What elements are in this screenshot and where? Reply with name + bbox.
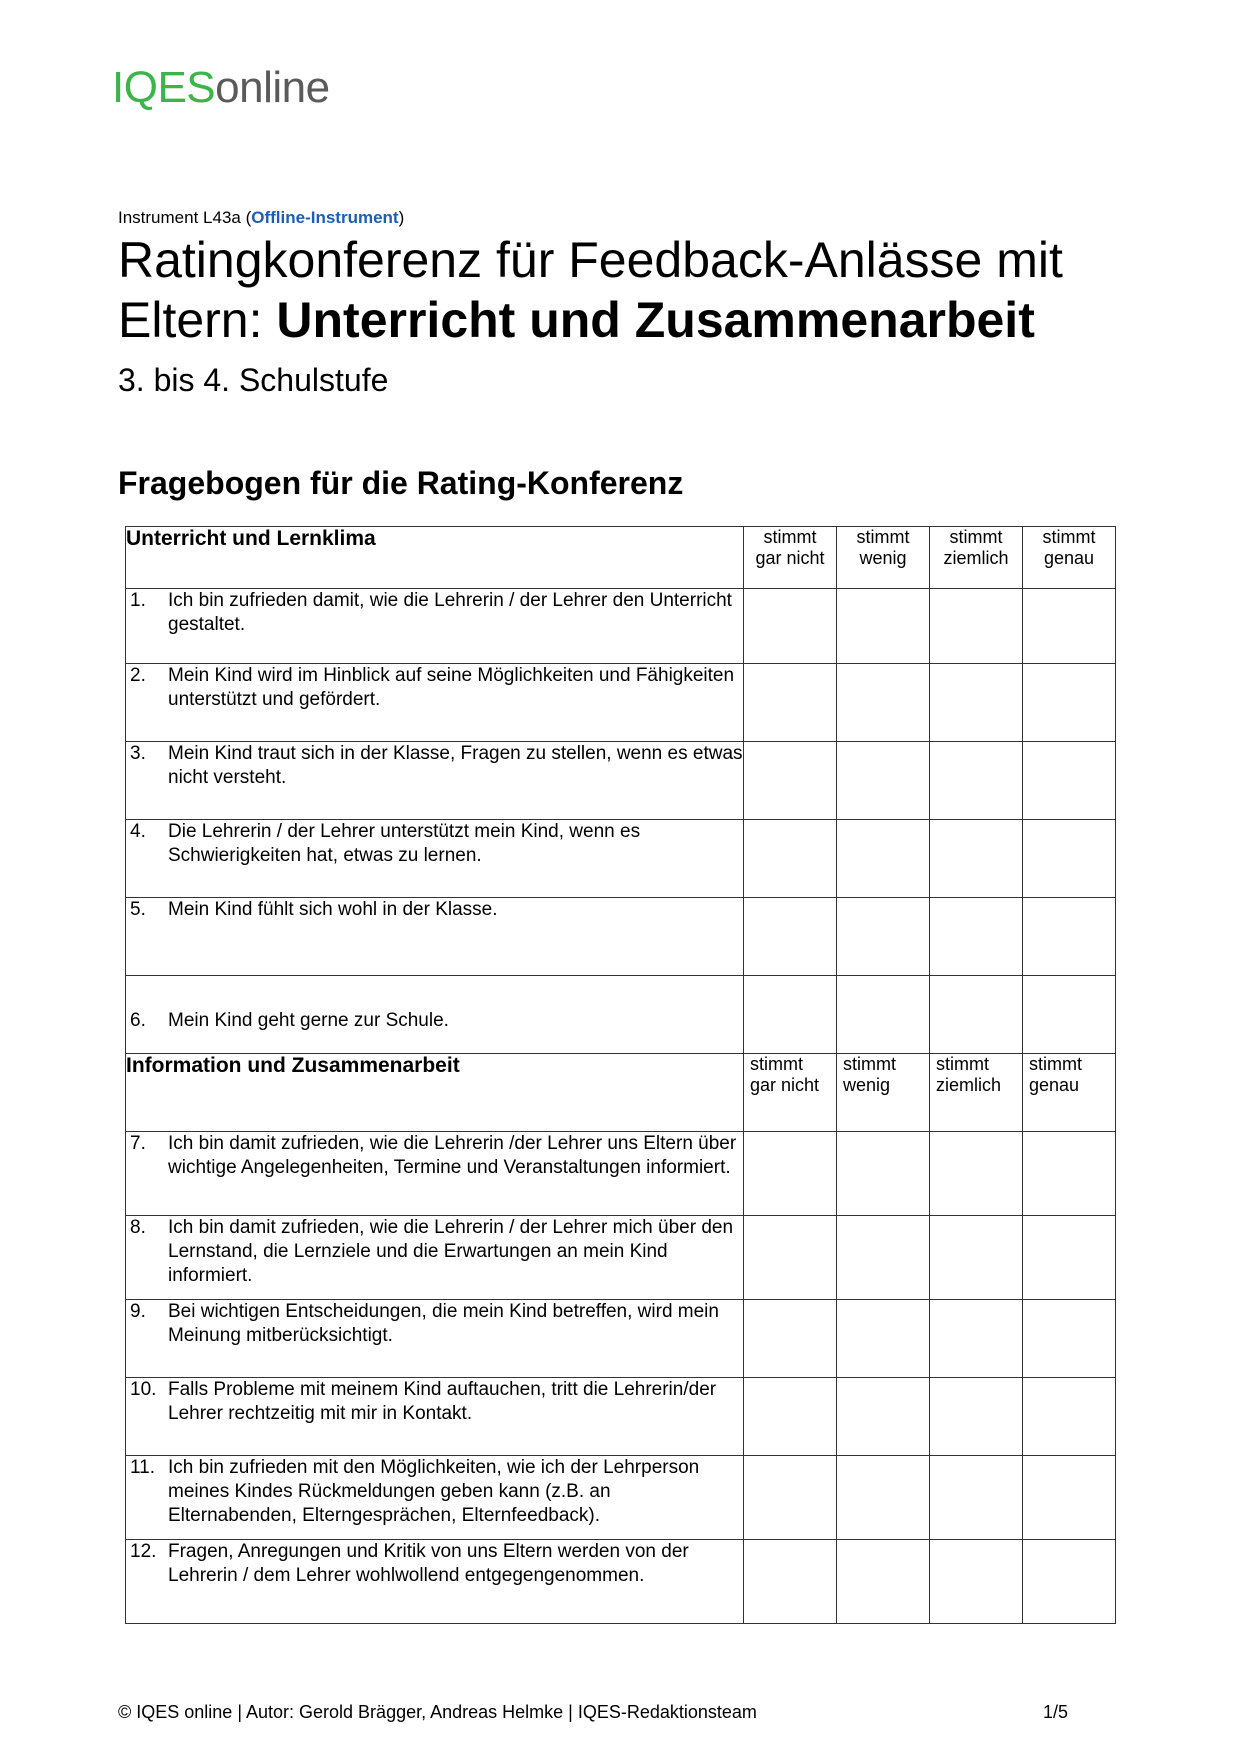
iqes-logo [112,63,330,112]
rating-cell[interactable] [837,664,930,742]
scale-line1: stimmt [750,1054,803,1074]
question-row [126,589,1116,664]
scale-line2: genau [1029,1075,1080,1095]
rating-cell[interactable] [744,820,837,898]
rating-cell[interactable] [930,1132,1023,1216]
rating-table [125,526,1116,1624]
question-cell [126,820,744,898]
question-number: 1. [130,590,146,611]
scale-line1: stimmt [856,527,910,547]
scale-line1: stimmt [1029,1054,1082,1074]
rating-cell[interactable] [744,1378,837,1456]
scale-line2: gar nicht [750,1075,820,1095]
rating-cell[interactable] [930,820,1023,898]
question-text: Mein Kind fühlt sich wohl in der Klasse. [168,899,498,920]
question-row [126,976,1116,1054]
question-cell [126,1378,744,1456]
rating-cell[interactable] [744,1456,837,1540]
instrument-label [118,208,404,228]
question-row [126,664,1116,742]
question-row [126,742,1116,820]
question-row [126,820,1116,898]
question-number: 3. [130,743,146,764]
question-cell [126,1216,744,1300]
rating-cell[interactable] [837,1456,930,1540]
question-number: 9. [130,1301,146,1322]
scale-header [837,1054,930,1132]
scale-line2: ziemlich [936,1075,1002,1095]
question-cell [126,1132,744,1216]
footer-credits: © IQES online | Autor: Gerold Brägger, Andreas Helmke | IQES-Redaktionsteam [118,1702,757,1722]
scale-line2: genau [1043,548,1095,568]
page-footer [118,1702,1068,1723]
rating-cell[interactable] [744,1132,837,1216]
rating-cell[interactable] [1023,976,1116,1054]
rating-cell[interactable] [837,898,930,976]
rating-cell[interactable] [930,1456,1023,1540]
question-row [126,1132,1116,1216]
question-text: Mein Kind geht gerne zur Schule. [168,1010,449,1031]
scale-line1: stimmt [936,1054,989,1074]
rating-cell[interactable] [1023,1216,1116,1300]
rating-cell[interactable] [1023,1456,1116,1540]
question-text: Fragen, Anregungen und Kritik von uns Eltern werden von der Lehrerin / dem Lehrer wohlwollend entgegengenommen. [168,1541,689,1586]
rating-cell[interactable] [837,1378,930,1456]
rating-cell[interactable] [1023,589,1116,664]
scale-header [1023,527,1116,589]
rating-cell[interactable] [837,1216,930,1300]
logo-iqes: IQES [112,63,216,112]
question-row [126,1540,1116,1624]
rating-cell[interactable] [1023,820,1116,898]
document-subtitle: 3. bis 4. Schulstufe [118,362,389,398]
question-number: 10. [130,1379,157,1400]
rating-cell[interactable] [744,1540,837,1624]
question-number: 11. [130,1457,156,1478]
offline-instrument-link[interactable]: Offline-Instrument [251,208,399,227]
question-number: 4. [130,821,146,842]
scale-header [744,1054,837,1132]
question-text: Falls Probleme mit meinem Kind auftauchen, tritt die Lehrerin/der Lehrer rechtzeitig mit mir in Kontakt. [168,1379,717,1424]
rating-cell[interactable] [744,976,837,1054]
rating-cell[interactable] [1023,1378,1116,1456]
section-heading: Fragebogen für die Rating-Konferenz [118,465,684,501]
rating-cell[interactable] [744,1300,837,1378]
rating-cell[interactable] [930,664,1023,742]
document-title [118,230,1118,350]
page-number: 1/5 [1042,1702,1068,1722]
scale-line1: stimmt [843,1054,896,1074]
rating-cell[interactable] [1023,1540,1116,1624]
title-line2-bold: Unterricht und Zusammenarbeit [276,292,1035,348]
logo-online: online [215,63,330,112]
scale-line2: wenig [843,1075,891,1095]
scale-line2: ziemlich [943,548,1009,568]
question-row [126,898,1116,976]
rating-cell[interactable] [1023,898,1116,976]
scale-line1: stimmt [763,527,817,547]
rating-cell[interactable] [744,898,837,976]
question-row [126,1378,1116,1456]
question-number: 5. [130,899,146,920]
question-cell [126,1300,744,1378]
instrument-suffix: ) [398,208,405,227]
question-cell [126,589,744,664]
rating-cell[interactable] [930,1540,1023,1624]
rating-cell[interactable] [930,589,1023,664]
question-text: Mein Kind wird im Hinblick auf seine Möglichkeiten und Fähigkeiten unterstützt und gefördert. [168,665,735,710]
question-text: Ich bin damit zufrieden, wie die Lehrerin /der Lehrer uns Eltern über wichtige Angelegenheiten, Termine und Veranstaltungen informiert. [168,1133,737,1178]
group-header-row [126,527,1116,589]
instrument-prefix: Instrument L43a ( [118,208,252,227]
rating-cell[interactable] [930,1216,1023,1300]
group-heading: Unterricht und Lernklima [126,527,744,589]
question-number: 8. [130,1217,146,1238]
rating-cell[interactable] [837,1300,930,1378]
rating-cell[interactable] [1023,742,1116,820]
rating-cell[interactable] [1023,1300,1116,1378]
question-cell [126,664,744,742]
question-row [126,1300,1116,1378]
question-cell [126,976,744,1054]
scale-header [930,1054,1023,1132]
question-cell [126,1540,744,1624]
scale-header [930,527,1023,589]
rating-cell[interactable] [744,1216,837,1300]
question-number: 2. [130,665,146,686]
scale-header [744,527,837,589]
rating-cell[interactable] [837,1132,930,1216]
rating-cell[interactable] [930,898,1023,976]
rating-cell[interactable] [837,976,930,1054]
question-text: Ich bin damit zufrieden, wie die Lehrerin / der Lehrer mich über den Lernstand, die Lernziele und die Erwartungen an mein Kind informiert. [168,1217,734,1286]
scale-line2: gar nicht [755,548,825,568]
question-cell [126,898,744,976]
rating-cell[interactable] [837,742,930,820]
rating-cell[interactable] [837,589,930,664]
rating-cell[interactable] [837,1540,930,1624]
question-row [126,1456,1116,1540]
title-line2-normal: Eltern: [118,292,277,348]
question-number: 6. [130,1010,146,1031]
rating-cell[interactable] [930,1378,1023,1456]
rating-cell[interactable] [837,820,930,898]
scale-line1: stimmt [949,527,1003,547]
question-row [126,1216,1116,1300]
question-number: 12. [130,1541,157,1562]
question-cell [126,742,744,820]
rating-cell[interactable] [1023,1132,1116,1216]
question-number: 7. [130,1133,146,1154]
question-text: Bei wichtigen Entscheidungen, die mein Kind betreffen, wird mein Meinung mitberücksichtigt. [168,1301,719,1346]
question-text: Mein Kind traut sich in der Klasse, Fragen zu stellen, wenn es etwas nicht versteht. [168,743,743,788]
question-cell [126,1456,744,1540]
scale-line2: wenig [859,548,907,568]
question-text: Die Lehrerin / der Lehrer unterstützt mein Kind, wenn es Schwierigkeiten hat, etwas zu lernen. [168,821,641,866]
rating-cell[interactable] [930,1300,1023,1378]
rating-cell[interactable] [930,742,1023,820]
rating-cell[interactable] [1023,664,1116,742]
question-text: Ich bin zufrieden mit den Möglichkeiten, wie ich der Lehrperson meines Kindes Rückmeldungen geben kann (z.B. an Elternabenden, Elterngesprächen, Elternfeedback). [168,1457,700,1526]
rating-cell[interactable] [744,589,837,664]
scale-line1: stimmt [1042,527,1096,547]
group-heading: Information und Zusammenarbeit [126,1054,744,1132]
title-line1: Ratingkonferenz für Feedback-Anlässe mit [118,232,1063,288]
rating-cell[interactable] [930,976,1023,1054]
scale-header [837,527,930,589]
scale-header [1023,1054,1116,1132]
rating-cell[interactable] [744,742,837,820]
group-header-row [126,1054,1116,1132]
rating-cell[interactable] [744,664,837,742]
question-text: Ich bin zufrieden damit, wie die Lehrerin / der Lehrer den Unterricht gestaltet. [168,590,732,635]
